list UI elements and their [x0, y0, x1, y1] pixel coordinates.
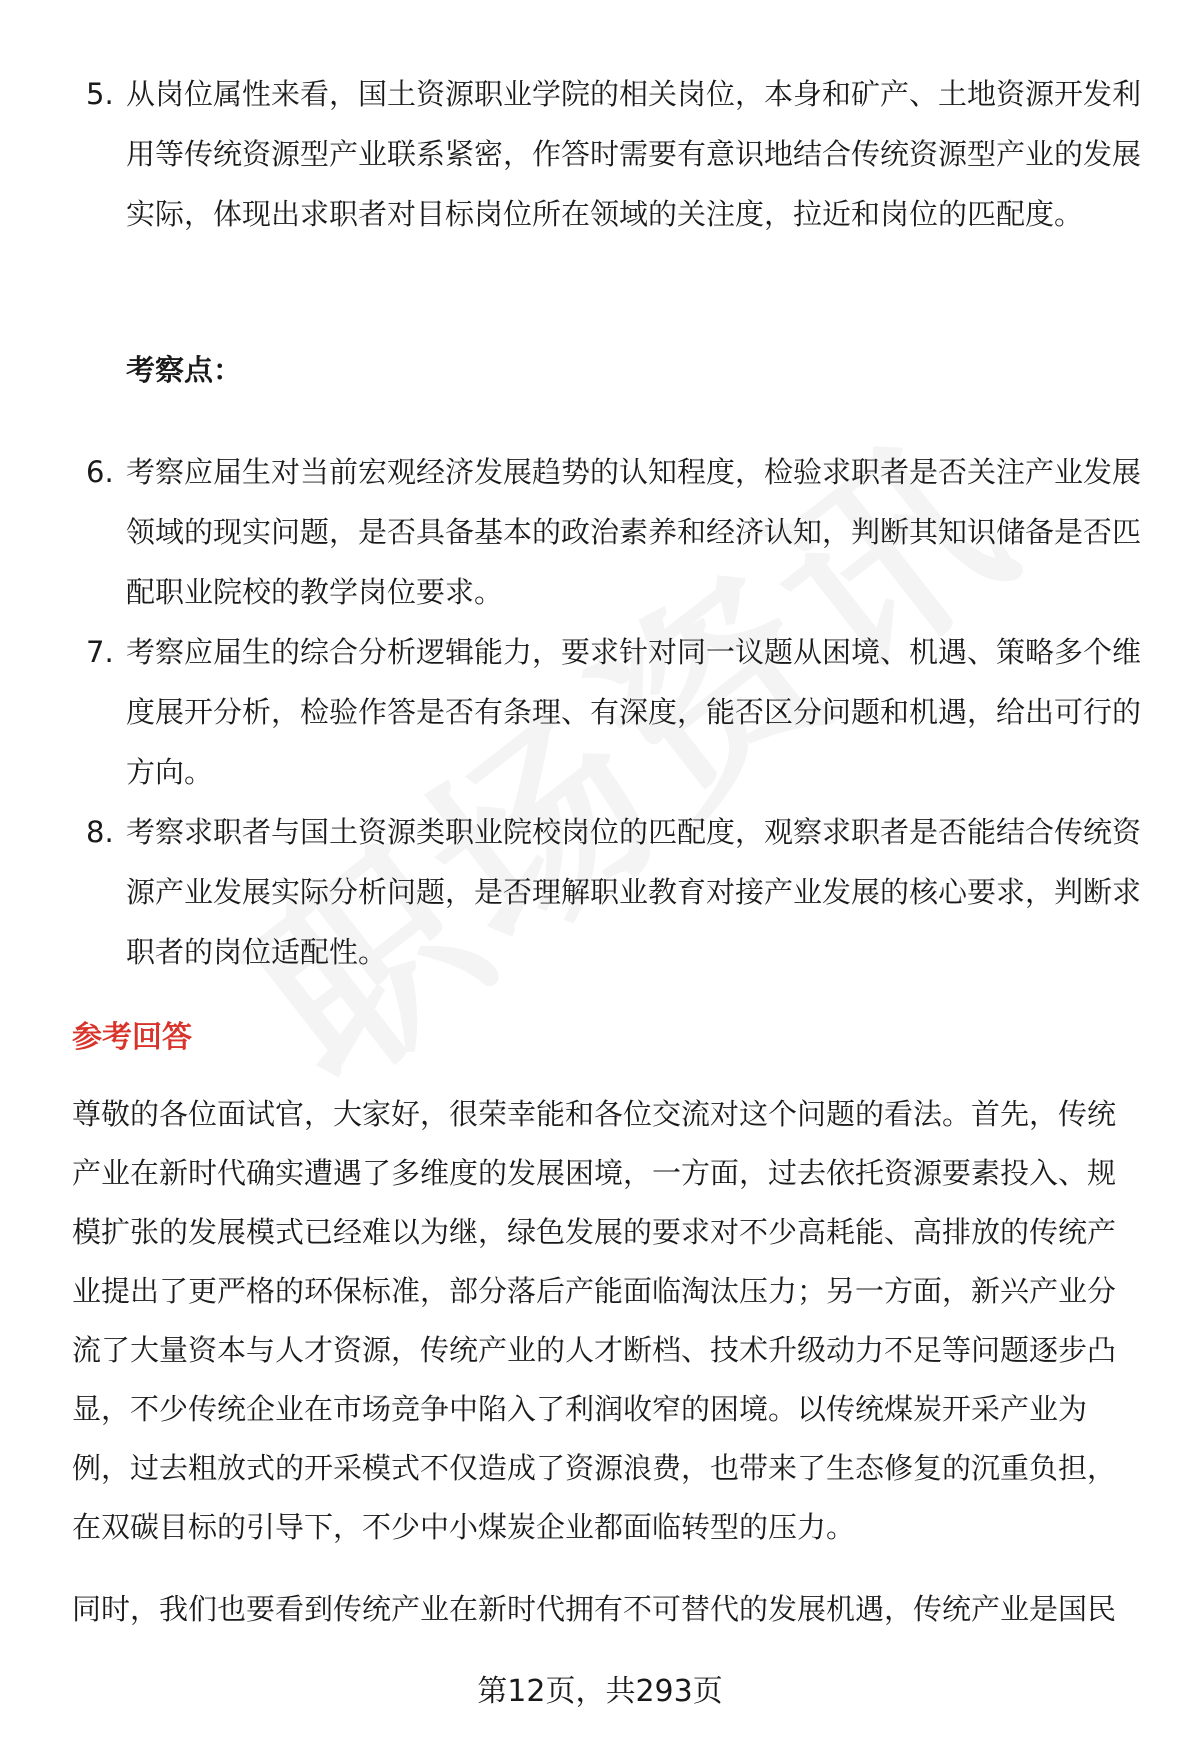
reference-answer-heading: 参考回答: [72, 1020, 192, 1055]
list-number: 5.: [86, 77, 114, 111]
kaocha-heading: 考察点：: [126, 353, 243, 387]
page-footer: 第12页，共293页: [477, 1674, 723, 1709]
answer-paragraph: 同时，我们也要看到传统产业在新时代拥有不可替代的发展机遇，传统产业是国民: [72, 1592, 1117, 1626]
answer-paragraph: 尊敬的各位面试官，大家好，很荣幸能和各位交流对这个问题的看法。首先，传统产业在新时代确实遭遇了多维度的发展困境，一方面，过去依托资源要素投入、规模扩张的发展模式已经难以为继，绿色发展的要求对不少高耗能、高排放的传统产业提出了更严格的环保标准，部分落后产能面临淘汰压力；另一方面，新兴产业分流了大量资本与人才资源，传统产业的人才断档、技术升级动力不足等问题逐步凸显，不少传统企业在市场竞争中陷入了利润收窄的困境。以传统煤炭开采产业为例，过去粗放式的开采模式不仅造成了资源浪费，也带来了生态修复的沉重负担，在双碳目标的引导下，不少中小煤炭企业都面临转型的压力。: [72, 1097, 1117, 1544]
list-text: 考察应届生对当前宏观经济发展趋势的认知程度，检验求职者是否关注产业发展领域的现实问题，是否具备基本的政治素养和经济认知，判断其知识储备是否匹配职业院校的教学岗位要求。: [126, 455, 1142, 609]
list-item: [72, 802, 1142, 982]
list-text: 考察求职者与国土资源类职业院校岗位的匹配度，观察求职者是否能结合传统资源产业发展实际分析问题，是否理解职业教育对接产业发展的核心要求，判断求职者的岗位适配性。: [126, 815, 1142, 969]
list-text: 从岗位属性来看，国土资源职业学院的相关岗位，本身和矿产、土地资源开发利用等传统资源型产业联系紧密，作答时需要有意识地结合传统资源型产业的发展实际，体现出求职者对目标岗位所在领域的关注度，拉近和岗位的匹配度。: [126, 77, 1142, 231]
point-list: [72, 64, 1142, 244]
list-number: 8.: [86, 815, 114, 849]
list-item: [72, 442, 1142, 622]
list-number: 6.: [86, 455, 114, 489]
list-text: 考察应届生的综合分析逻辑能力，要求针对同一议题从困境、机遇、策略多个维度展开分析，检验作答是否有条理、有深度，能否区分问题和机遇，给出可行的方向。: [126, 635, 1142, 789]
list-item: [72, 622, 1142, 802]
kaocha-list: [72, 442, 1142, 982]
list-item: [72, 64, 1142, 244]
list-number: 7.: [86, 635, 114, 669]
